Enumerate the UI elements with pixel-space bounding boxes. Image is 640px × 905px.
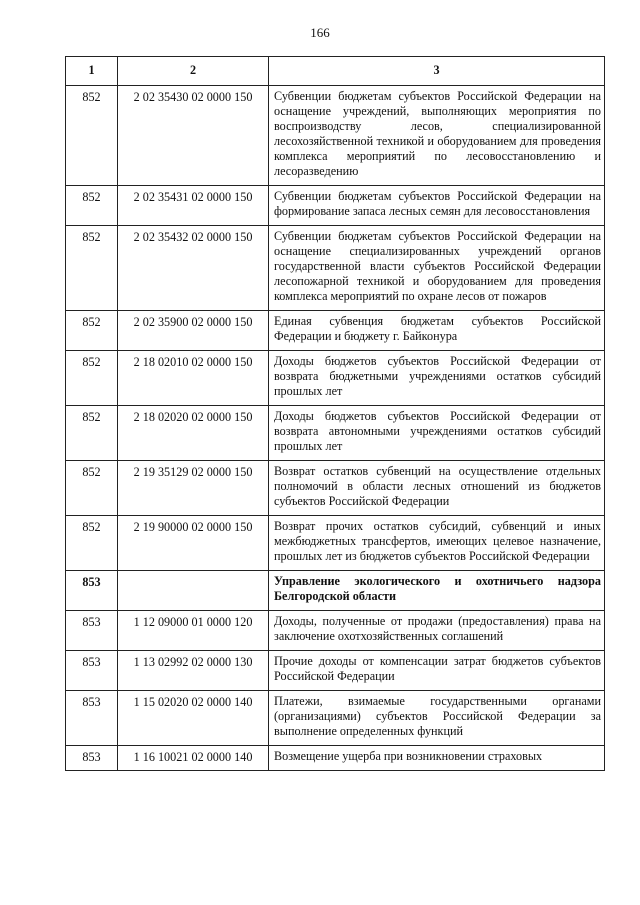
budget-code-cell: 1 15 02020 02 0000 140: [118, 691, 269, 746]
description-cell: Доходы бюджетов субъектов Российской Федерации от возврата автономными учреждениями остатков субсидий прошлых лет: [269, 406, 605, 461]
admin-code-cell: 853: [66, 746, 118, 771]
admin-code-cell: 852: [66, 311, 118, 351]
admin-code-cell: 852: [66, 461, 118, 516]
description-cell: Субвенции бюджетам субъектов Российской Федерации на оснащение учреждений, выполняющих мероприятия по воспроизводству лесов, специализированной лесохозяйственной техникой и оборудованием для проведения комплекса мероприятий по лесовосстановлению и лесоразведению: [269, 86, 605, 186]
revenue-codes-table: [65, 56, 605, 771]
budget-code-cell: 2 19 35129 02 0000 150: [118, 461, 269, 516]
table-row: [66, 86, 605, 186]
description-cell: Управление экологического и охотничьего надзора Белгородской области: [269, 571, 605, 611]
description-cell: Единая субвенция бюджетам субъектов Российской Федерации и бюджету г. Байконура: [269, 311, 605, 351]
table-row: [66, 226, 605, 311]
table-header-row: [66, 57, 605, 86]
admin-code-cell: 852: [66, 351, 118, 406]
admin-code-cell: 852: [66, 86, 118, 186]
table-row: [66, 406, 605, 461]
budget-code-cell: 2 18 02010 02 0000 150: [118, 351, 269, 406]
admin-code-cell: 853: [66, 691, 118, 746]
admin-code-cell: 852: [66, 186, 118, 226]
description-cell: Субвенции бюджетам субъектов Российской Федерации на формирование запаса лесных семян для лесовосстановления: [269, 186, 605, 226]
table-row: [66, 516, 605, 571]
budget-code-cell: 2 02 35430 02 0000 150: [118, 86, 269, 186]
budget-code-cell: 2 18 02020 02 0000 150: [118, 406, 269, 461]
budget-code-cell: 2 02 35900 02 0000 150: [118, 311, 269, 351]
admin-code-cell: 852: [66, 226, 118, 311]
admin-code-cell: 853: [66, 651, 118, 691]
table-row: [66, 311, 605, 351]
page-number: 166: [310, 25, 330, 40]
description-cell: Доходы, полученные от продажи (предоставления) права на заключение охотхозяйственных соглашений: [269, 611, 605, 651]
header-col-1: 1: [66, 57, 118, 86]
budget-code-cell: 1 12 09000 01 0000 120: [118, 611, 269, 651]
budget-code-cell: 2 02 35432 02 0000 150: [118, 226, 269, 311]
table-row: [66, 186, 605, 226]
budget-code-cell: 1 13 02992 02 0000 130: [118, 651, 269, 691]
budget-code-cell: 2 19 90000 02 0000 150: [118, 516, 269, 571]
description-cell: Возврат остатков субвенций на осуществление отдельных полномочий в области лесных отношений из бюджетов субъектов Российской Федерации: [269, 461, 605, 516]
table-row: [66, 651, 605, 691]
table-row: [66, 691, 605, 746]
header-col-3: 3: [269, 57, 605, 86]
description-cell: Доходы бюджетов субъектов Российской Федерации от возврата бюджетными учреждениями остатков субсидий прошлых лет: [269, 351, 605, 406]
table-row: [66, 351, 605, 406]
header-col-2: 2: [118, 57, 269, 86]
description-cell: Субвенции бюджетам субъектов Российской Федерации на оснащение специализированных учреждений органов государственной власти субъектов Российской Федерации лесопожарной техникой и оборудованием для проведения комплекса мероприятий по охране лесов от пожаров: [269, 226, 605, 311]
table-row: [66, 746, 605, 771]
admin-code-cell: 853: [66, 571, 118, 611]
description-cell: Платежи, взимаемые государственными органами (организациями) субъектов Российской Федерации за выполнение определенных функций: [269, 691, 605, 746]
admin-code-cell: 852: [66, 516, 118, 571]
description-cell: Возврат прочих остатков субсидий, субвенций и иных межбюджетных трансфертов, имеющих целевое назначение, прошлых лет из бюджетов субъектов Российской Федерации: [269, 516, 605, 571]
admin-code-cell: 852: [66, 406, 118, 461]
budget-code-cell: 2 02 35431 02 0000 150: [118, 186, 269, 226]
description-cell: Возмещение ущерба при возникновении страховых: [269, 746, 605, 771]
description-cell: Прочие доходы от компенсации затрат бюджетов субъектов Российской Федерации: [269, 651, 605, 691]
table-row: [66, 571, 605, 611]
budget-code-cell: [118, 571, 269, 611]
table-row: [66, 461, 605, 516]
table-row: [66, 611, 605, 651]
budget-code-cell: 1 16 10021 02 0000 140: [118, 746, 269, 771]
admin-code-cell: 853: [66, 611, 118, 651]
